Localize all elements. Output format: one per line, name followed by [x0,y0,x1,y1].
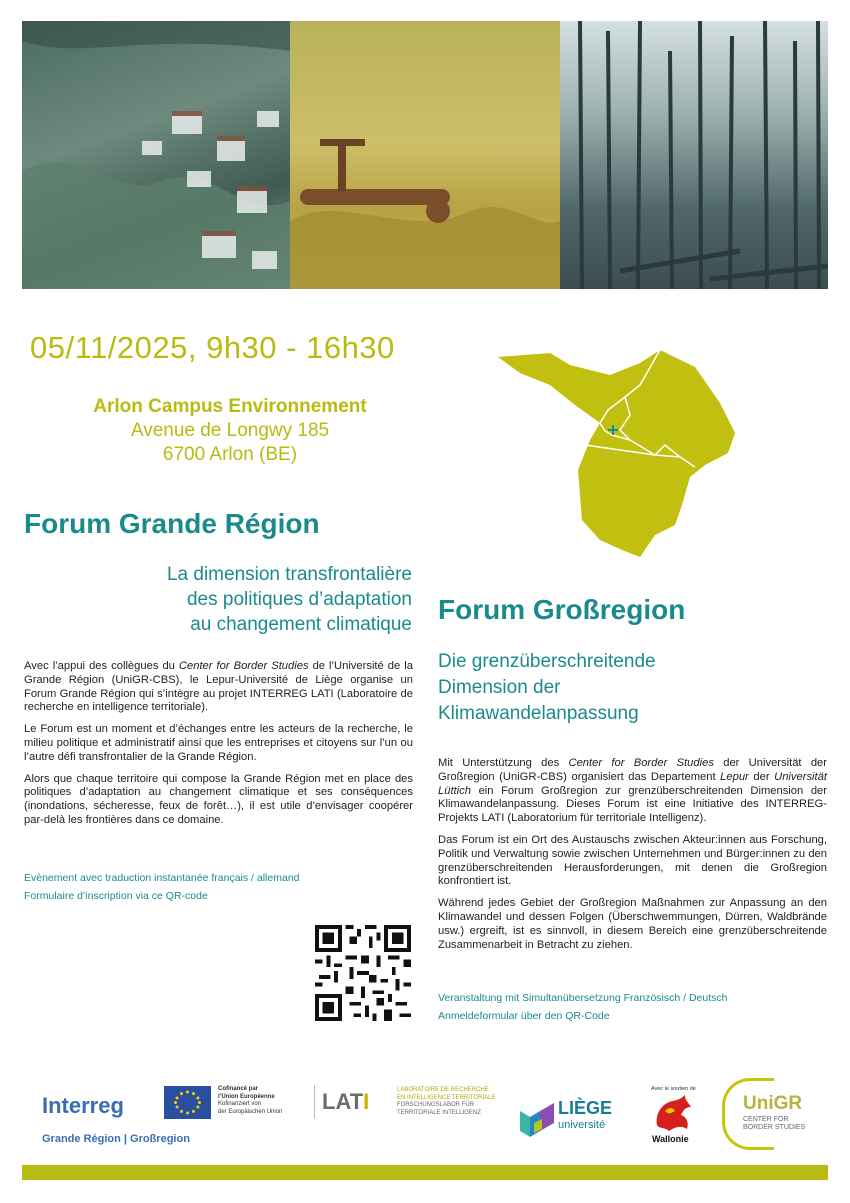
hero-image-strip [22,21,828,289]
unigr-logo: UniGR [743,1093,803,1114]
partner-logos [30,1075,820,1155]
interreg-region-label: Grande Région | Großregion [42,1133,190,1145]
forum-subtitle-de [438,649,656,727]
lati-text-line: EN INTELLIGENCE TERRITORIALE [397,1094,496,1101]
notes-de [438,989,727,1025]
eu-flag-icon [164,1086,211,1119]
venue-name: Arlon Campus Environnement [93,396,367,417]
event-date: 05/11/2025, 9h30 - 16h30 [30,330,395,365]
forum-subtitle-fr [60,562,412,637]
footer-bar [22,1165,828,1180]
subtitle-de-line: Die grenzüberschreitende [438,651,656,672]
notes-fr [24,869,300,905]
lati-text-line: LABORATOIRE DE RECHERCHE [397,1087,489,1093]
liege-university-label: université [558,1119,606,1131]
paragraph-de-1: Mit Unterstützung des Center for Border Studies der Universität der Großregion (UniGR-CBS) organisiert das Departement Lepur der Universität Lüttich ein Forum Großregion zur grenzüberschreitenden Dimension der Klimawandelanpassung. Dieses Forum ist eine Initiative des INTERREG-Projekts LATI (Laboratorium für territoriale Intelligenz). [438,757,827,825]
paragraph-de-3: Während jedes Gebiet der Großregion Maßnahmen zur Anpassung an den Klimawandel und dessen Folgen (Überschwemmungen, Dürren, Waldbrände usw.) ergreift, ist es sinnvoll, in diesem Bereich eine grenzüberschreitende Zusammenarbeit in Betracht zu ziehen. [438,897,827,951]
eu-text-line: l’Union Européenne [218,1093,275,1100]
interreg-logo: Interreg [42,1093,124,1118]
subtitle-fr-line: La dimension transfrontalière [166,564,412,585]
venue-street: Avenue de Longwy 185 [130,420,330,441]
venue-block [30,395,430,467]
lati-logo: LATI [322,1089,370,1114]
divider [314,1085,315,1119]
liege-university-logo: LIÈGE [558,1098,613,1118]
forum-title-fr: Forum Grande Région [24,508,320,539]
body-text-de [438,757,827,960]
drought-irrigation-image [290,21,560,289]
paragraph-fr-1: Avec l’appui des collègues du Center for Border Studies de l’Université de la Grande Région (UniGR-CBS), le Lepur-Université de Liège organise un Forum Grande Région qui s’intègre au projet INTERREG LATI (Laboratoire de recherche en intelligence territoriale). [24,660,413,714]
subtitle-de-line: Klimawandelanpassung [438,703,639,724]
lati-description [397,1087,527,1117]
subtitle-de-line: Dimension der [438,677,561,698]
registration-note-de: Anmeldeformular über den QR-Code [438,1010,610,1022]
eu-text-line: der Europäischen Union [218,1108,283,1115]
paragraph-fr-2: Le Forum est un moment et d’échanges entre les acteurs de la recherche, le milieu politique et administratif ainsi que les entreprises et citoyens sur l’un ou l’autre défi transfrontalier de la Grande Région. [24,723,413,763]
burned-forest-image [560,21,828,289]
wallonie-support-label: Avec le soutien de [651,1086,696,1092]
registration-note-fr: Formulaire d’inscription via ce QR-code [24,890,208,902]
unigr-cbs-label [743,1116,823,1132]
forum-title-de: Forum Großregion [438,594,686,625]
eu-text-line: Kofinanziert von [218,1101,262,1107]
registration-qr-code[interactable] [315,925,411,1021]
wallonie-logo: Wallonie [652,1134,689,1144]
unigr-text-line: CENTER FOR [743,1116,789,1123]
translation-note-de: Veranstaltung mit Simultanübersetzung Französisch / Deutsch [438,992,728,1004]
unigr-text-line: BORDER STUDIES [743,1124,806,1131]
subtitle-fr-line: des politiques d’adaptation [186,589,412,610]
venue-city: 6700 Arlon (BE) [162,444,298,465]
grande-region-map [490,345,745,560]
eu-text-line: Cofinancé par [218,1086,259,1092]
lati-text-line: TERRITORIALE INTELLIGENZ [397,1109,481,1116]
eu-cofunding-text [218,1086,308,1116]
lati-text-line: FORSCHUNGSLABOR FÜR [397,1102,475,1108]
paragraph-fr-3: Alors que chaque territoire qui compose la Grande Région met en place des politiques d’adaptation au changement climatique et ses conséquences (inondations, sécheresse, feux de forêt…), il est utile d’envisager coopérer par-delà les frontières dans ce domaine. [24,772,413,826]
translation-note-fr: Evènement avec traduction instantanée français / allemand [24,872,300,884]
wallonie-rooster-icon [651,1095,693,1133]
body-text-fr [24,660,413,836]
liege-university-mark-icon [520,1103,554,1137]
flood-town-image [22,21,290,289]
subtitle-fr-line: au changement climatique [190,614,412,635]
paragraph-de-2: Das Forum ist ein Ort des Austauschs zwischen Akteur:innen aus Forschung, Politik und Verwaltung sowie zwischen Unternehmen und Bürger:innen zu den grenzüberschreitenden Herausforderungen, mit denen die Großregion konfrontiert ist. [438,833,827,888]
